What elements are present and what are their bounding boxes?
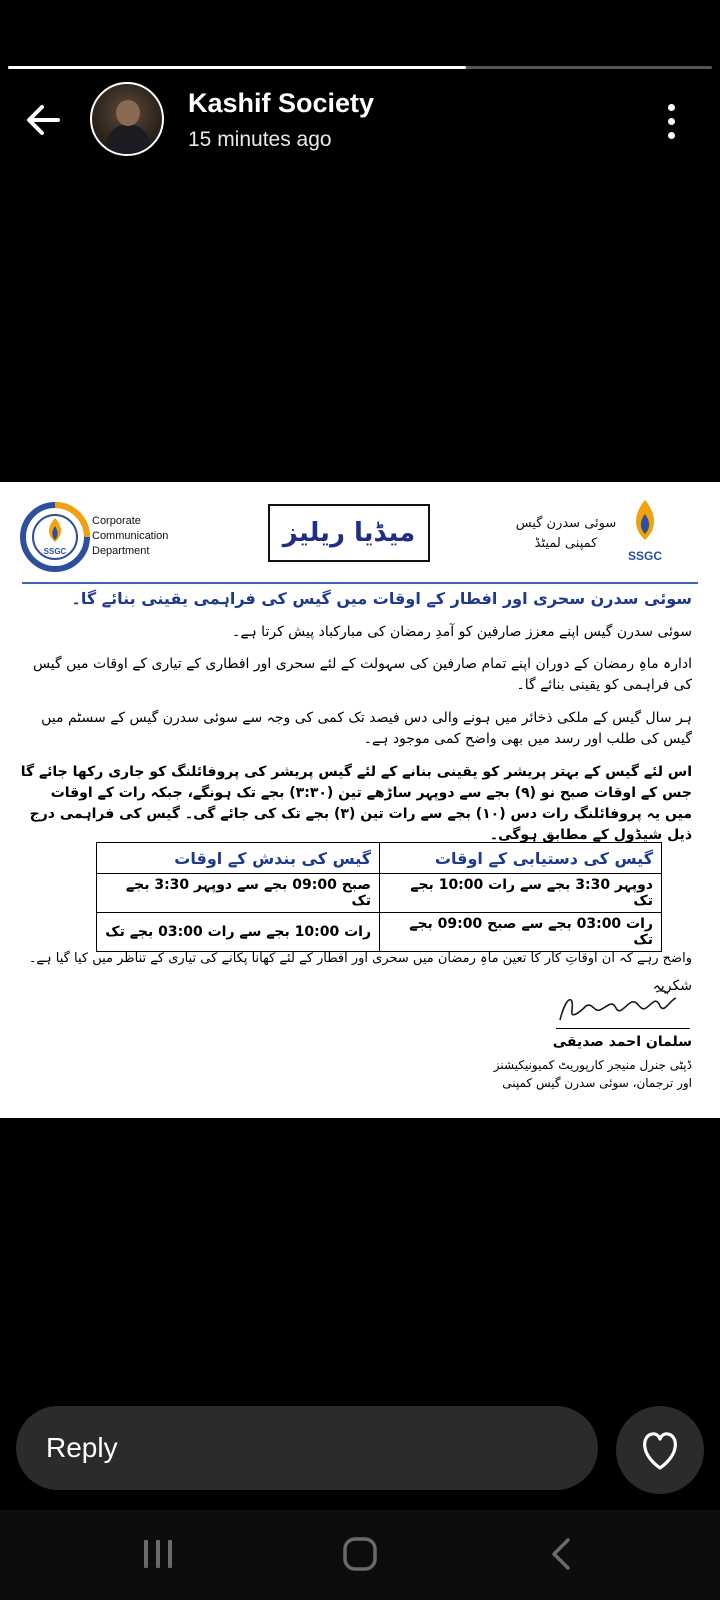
story-progress-fill — [8, 66, 466, 69]
recents-icon[interactable] — [128, 1524, 188, 1584]
heart-icon — [616, 1406, 704, 1494]
paragraph-3: ہر سال گیس کے ملکی ذخائر میں ہونے والی دس فیصد تک کمی کی وجہ سے سوئی سدرن گیس کے سسٹم میں گیس کی طلب اور رسد میں بھی واضح کمی موجود ہے۔ — [41, 710, 692, 747]
table-cell: رات 03:00 بجے سے صبح 09:00 بجے تک — [380, 913, 662, 952]
table-cell: دوپہر 3:30 بجے سے رات 10:00 بجے تک — [380, 874, 662, 913]
ssgc-brand-logo — [622, 498, 668, 570]
company-name-line-2: کمپنی لمیٹڈ — [534, 536, 598, 551]
table-cell: صبح 09:00 بجے سے دوپہر 3:30 بجے تک — [97, 874, 380, 913]
media-release-image — [0, 482, 720, 1118]
closing-note: واضح رہے کہ ان اوقاتِ کار کا تعین ماہِ رمضان میں سحری اور افطار کے لئے کھانا پکانے کی تیاری کے تناظر میں کیا گیا ہے۔ — [28, 951, 692, 966]
company-name-line-1: سوئی سدرن گیس — [515, 516, 617, 531]
table-row — [97, 874, 662, 913]
paragraph-2: ادارہ ماہِ رمضان کے دوران اپنے تمام صارفین کی سہولت کے لئے سحری اور افطاری کے تیاری کے اوقات میں گیس کی فراہمی کو یقینی بنائے گا۔ — [32, 656, 692, 693]
document-title: میڈیا ریلیز — [268, 504, 430, 562]
ssgc-flame-logo — [20, 502, 90, 572]
release-heading: سوئی سدرن سحری اور افطار کے اوقات میں گیس کی فراہمی یقینی بنائے گا۔ — [71, 589, 692, 608]
signature — [556, 986, 692, 1026]
signature-line — [556, 1028, 690, 1029]
reply-input[interactable] — [16, 1406, 598, 1490]
paragraph-4: اس لئے گیس کے بہتر پریشر کو یقینی بنانے کے لئے گیس پریشر کی پروفائلنگ کو جاری رکھا جائے گا جس کے اوقات صبح نو (۹) بجے سے دوپہر ساڑھے تین (۳:۳۰) بجے تک ہونگے، جبکہ رات کے اوقات میں یہ پروفائلنگ رات دس (۱۰) بجے سے رات تین (۳) بجے تک کی جائے گی۔ گیس کی فراہمی درج ذیل شیڈول کے مطابق ہوگی۔ — [20, 764, 692, 843]
home-icon[interactable] — [330, 1524, 390, 1584]
department-name — [92, 514, 168, 559]
company-name-urdu — [506, 514, 626, 554]
table-row — [97, 913, 662, 952]
story-header — [0, 80, 720, 160]
chevron-left-icon[interactable] — [532, 1524, 592, 1584]
dept-line-3: Department — [92, 545, 150, 557]
designation-line-2: اور ترجمان، سوئی سدرن گیس کمپنی — [502, 1076, 692, 1090]
signatory-name: سلمان احمد صدیقی — [552, 1034, 692, 1050]
author-name[interactable]: Kashif Society — [188, 88, 375, 118]
system-navigation-bar — [0, 1510, 720, 1600]
gas-schedule-table — [96, 842, 662, 952]
reply-placeholder: Reply — [46, 1432, 118, 1463]
post-time: 15 minutes ago — [188, 128, 332, 151]
header-divider — [22, 582, 698, 584]
arrow-left-icon[interactable] — [20, 98, 68, 142]
table-header-row — [97, 843, 662, 874]
dept-line-1: Corporate — [92, 515, 141, 527]
more-vertical-icon[interactable] — [664, 102, 678, 142]
avatar-figure — [106, 124, 150, 156]
designation-line-1: ڈپٹی جنرل منیجر کارپوریٹ کمیونیکیشنز — [493, 1058, 692, 1072]
table-cell: رات 10:00 بجے سے رات 03:00 بجے تک — [97, 913, 380, 952]
story-progress-bar — [8, 66, 712, 69]
ssgc-badge-right: SSGC — [627, 549, 663, 563]
dept-line-2: Communication — [92, 530, 169, 542]
col-header-available: گیس کی دستیابی کے اوقات — [380, 843, 662, 874]
col-header-closure: گیس کی بندش کے اوقات — [97, 843, 380, 874]
paragraph-1: سوئی سدرن گیس اپنے معزز صارفین کو آمدِ رمضان کی مبارکباد پیش کرتا ہے۔ — [232, 624, 692, 640]
avatar[interactable] — [90, 82, 164, 156]
thanks: شکریہ — [652, 978, 692, 994]
like-button[interactable] — [616, 1406, 704, 1494]
avatar-face — [116, 100, 140, 126]
ssgc-badge-left: SSGC — [43, 547, 67, 556]
